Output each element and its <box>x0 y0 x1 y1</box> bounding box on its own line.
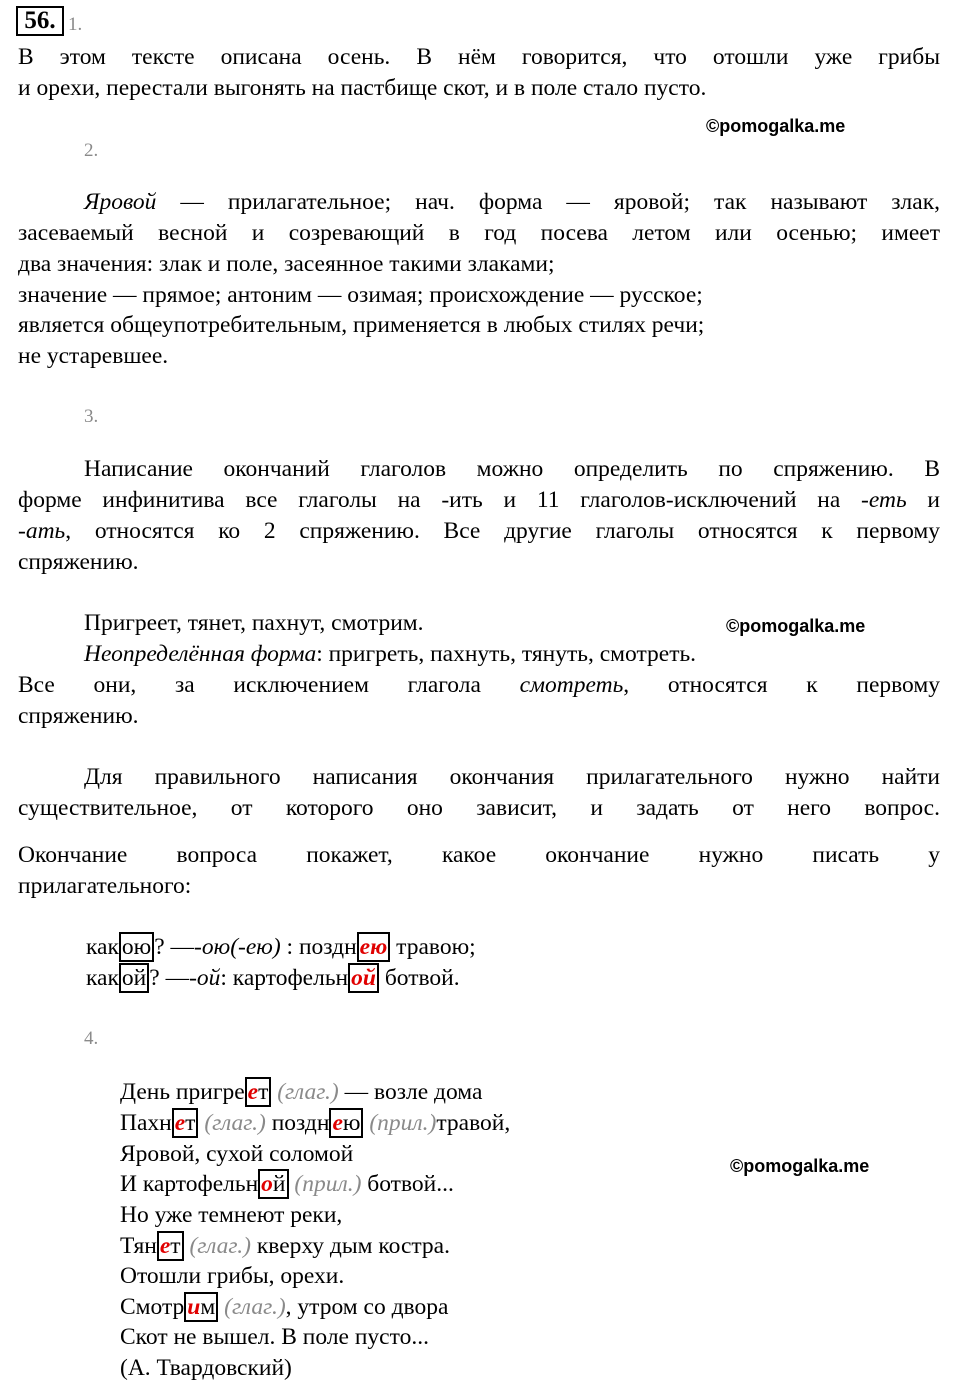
ex1-q-stem: как <box>86 934 119 960</box>
s3-example-2 <box>86 963 460 994</box>
poem-2-box: т <box>185 1110 196 1136</box>
s1-line-1: В этом тексте описана осень. В нём говорится, что отошли уже грибы <box>18 44 940 70</box>
poem-8-a: Смотр <box>120 1294 185 1320</box>
s2-line-1 <box>84 187 940 218</box>
poem-4-rest: ботвой... <box>361 1171 454 1197</box>
s3-adj-line-3: Окончание вопроса покажет, какое окончание нужно писать у <box>18 842 940 868</box>
poem-2-rest: травой, <box>436 1110 511 1136</box>
watermark-1: ©pomogalka.me <box>706 116 846 136</box>
poem-2-red2: е <box>332 1110 343 1136</box>
poem-2-tag2: (прил.) <box>363 1110 437 1136</box>
s3-verbs: Пригреет, тянет, пахнут, смотрим. <box>84 610 424 636</box>
poem-1-red: е <box>247 1079 259 1105</box>
poem-1-tag: (глаг.) <box>271 1079 339 1105</box>
poem-2-tag: (глаг.) <box>198 1110 266 1136</box>
ex1-noun: травою; <box>390 934 476 960</box>
s2-line-1-rest: — прилагательное; нач. форма — яровой; так называют злак, <box>156 189 940 215</box>
watermark-2: ©pomogalka.me <box>726 616 866 636</box>
s3-p1-line-3 <box>18 516 940 547</box>
s3-conclusion-line-2: спряжению. <box>18 703 139 729</box>
poem-line-5: Но уже темнеют реки, <box>120 1202 343 1228</box>
ex2-q-mark: ? <box>149 965 160 991</box>
ex2-noun: ботвой. <box>378 965 460 991</box>
section-3-number: 3. <box>84 406 99 427</box>
s3-conc-b: смотреть <box>519 672 624 698</box>
ex2-pattern: -ой <box>189 965 221 991</box>
s3-inf-rest: : пригреть, пахнуть, тянуть, смотреть. <box>316 641 697 667</box>
section-1-number: 1. <box>68 14 83 35</box>
section-2-number: 2. <box>84 140 99 161</box>
s3-p1-line-3-a: -ать <box>18 518 66 544</box>
ex1-q-ending-box: ою <box>119 932 154 962</box>
poem-6-a: Тян <box>120 1233 157 1259</box>
poem-line-7: Отошли грибы, орехи. <box>120 1263 345 1289</box>
s2-term: Яровой <box>84 189 157 215</box>
poem-line-6 <box>120 1231 450 1262</box>
poem-6-rest: кверху дым костра. <box>250 1233 450 1259</box>
s2-line-6: не устаревшее. <box>18 343 169 369</box>
s3-p1-line-1: Написание окончаний глаголов можно определить по спряжению. В <box>84 456 940 482</box>
ex1-word-ending-box: ею <box>357 932 391 962</box>
poem-1-rest: — возле дома <box>338 1079 483 1105</box>
s3-conc-a: Все они, за исключением глагола <box>18 672 520 698</box>
ex1-pattern: -ою(-ею) <box>194 934 281 960</box>
poem-1-box: т <box>258 1079 269 1105</box>
poem-line-2 <box>120 1108 510 1139</box>
s3-p1-line-2-c: и <box>906 487 941 513</box>
ex2-colon: : <box>220 965 233 991</box>
poem-4-a: И картофельн <box>120 1171 259 1197</box>
poem-author: (А. Твардовский) <box>120 1355 292 1381</box>
watermark-3: ©pomogalka.me <box>730 1156 870 1176</box>
ex2-word-stem: картофельн <box>232 965 349 991</box>
ex2-q-ending-box: ой <box>119 963 149 993</box>
s1-line-2: и орехи, перестали выгонять на пастбище скот, и в поле стало пусто. <box>18 75 707 101</box>
poem-line-9: Скот не вышел. В поле пусто... <box>120 1324 429 1350</box>
s3-adj-line-2: существительное, от которого оно зависит, и задать от него вопрос. <box>18 795 940 821</box>
s2-line-3: два значения: злак и поле, засеянное такими злаками; <box>18 251 555 277</box>
poem-4-red: о <box>261 1171 273 1197</box>
s2-line-2: засеваемый весной и созревающий в год посева летом или осенью; имеет <box>18 220 940 246</box>
poem-2-box2: ю <box>342 1110 361 1136</box>
s3-conc-c: , относятся к первому <box>623 672 940 698</box>
s3-inf-label: Неопределённая форма <box>84 641 317 667</box>
s3-p1-line-2 <box>18 485 940 516</box>
ex1-word-stem: поздн <box>298 934 357 960</box>
s3-conclusion-line-1 <box>18 670 940 701</box>
poem-line-1 <box>120 1077 482 1108</box>
s3-infinitive <box>84 639 696 670</box>
ex2-word-ending-box: ой <box>348 963 379 993</box>
ex1-q-mark: ? <box>154 934 165 960</box>
s3-adj-line-1: Для правильного написания окончания прилагательного нужно найти <box>84 764 940 790</box>
s2-line-4: значение — прямое; антоним — озимая; происхождение — русское; <box>18 282 703 308</box>
poem-8-tag: (глаг.) <box>218 1294 286 1320</box>
poem-2-a: Пахн <box>120 1110 172 1136</box>
s3-p1-line-2-a: форме инфинитива все глаголы на -ить и 11 глаголов-исключений на <box>18 487 862 513</box>
poem-line-4 <box>120 1169 454 1200</box>
s3-p1-line-3-b: , относятся ко 2 спряжению. Все другие глаголы относятся к первому <box>65 518 940 544</box>
poem-4-box: й <box>272 1171 286 1197</box>
s3-p1-line-2-b: -еть <box>861 487 907 513</box>
poem-line-3: Яровой, сухой соломой <box>120 1141 354 1167</box>
exercise-number: 56. <box>16 6 64 36</box>
s3-adj-line-4: прилагательного: <box>18 873 192 899</box>
s2-line-5: является общеупотребительным, применяется в любых стилях речи; <box>18 312 705 338</box>
poem-4-tag: (прил.) <box>288 1171 362 1197</box>
s3-example-1 <box>86 932 476 963</box>
poem-line-8 <box>120 1292 448 1323</box>
poem-1-a: День пригре <box>120 1079 245 1105</box>
poem-8-box: м <box>200 1294 216 1320</box>
ex1-dash: — <box>164 934 195 960</box>
section-4-number: 4. <box>84 1028 99 1049</box>
poem-8-red: и <box>187 1294 201 1320</box>
ex2-q-stem: как <box>86 965 119 991</box>
poem-8-rest: , утром со двора <box>285 1294 449 1320</box>
poem-2-red: е <box>174 1110 186 1136</box>
s3-p1-line-4: спряжению. <box>18 549 139 575</box>
poem-6-red: е <box>159 1233 171 1259</box>
poem-6-box: т <box>170 1233 181 1259</box>
ex1-colon: : <box>280 934 299 960</box>
ex2-dash: — <box>159 965 190 991</box>
poem-2-b: поздн <box>265 1110 330 1136</box>
poem-6-tag: (глаг.) <box>183 1233 251 1259</box>
